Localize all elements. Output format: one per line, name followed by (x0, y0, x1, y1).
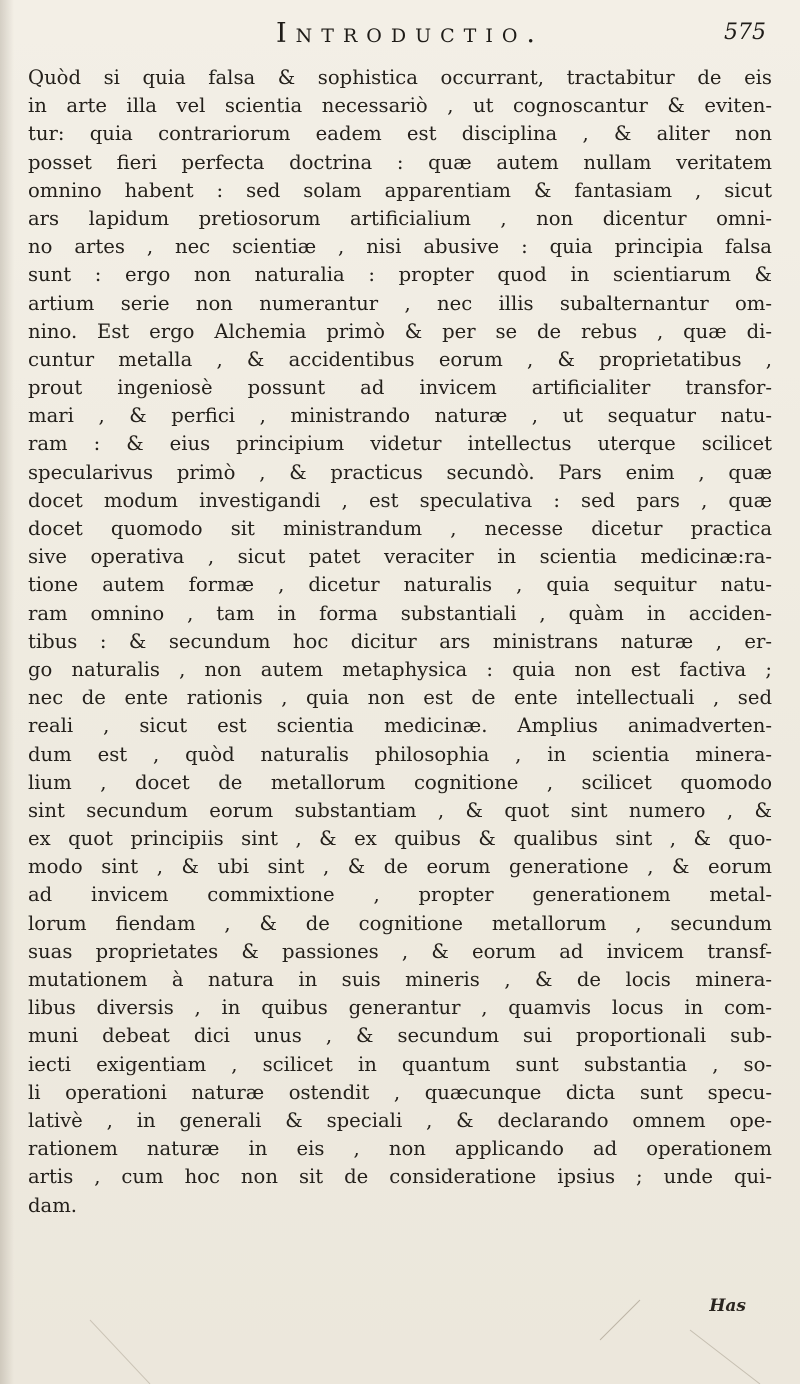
text-line: libus diversis , in quibus generantur , quamvis locus in com- (28, 996, 772, 1020)
text-line: no artes , nec scientiæ , nisi abusive : quia principia falsa (28, 235, 772, 259)
text-line: mari , & perfici , ministrando naturæ , ut sequatur natu- (28, 404, 772, 428)
text-line: docet quomodo sit ministrandum , necesse dicetur practica (28, 517, 772, 540)
text-line: sive operativa , sicut patet veraciter in scientia medicinæ:ra- (28, 545, 772, 569)
text-line: in arte illa vel scientia necessariò , ut cognoscantur & eviten- (28, 94, 772, 118)
text-line: li operationi naturæ ostendit , quæcunque dicta sunt specu- (28, 1080, 772, 1104)
text-line: omnino habent : sed solam apparentiam & fantasiam , sicut (28, 178, 772, 202)
text-line: go naturalis , non autem metaphysica : quia non est factiva ; (28, 657, 772, 681)
text-line: suas proprietates & passiones , & eorum ad invicem transf- (28, 939, 772, 963)
paper-crease-mark (600, 1300, 640, 1340)
text-line: mutationem à natura in suis mineris , & de locis minera- (28, 968, 772, 991)
text-line: ram omnino , tam in forma substantiali , quàm in acciden- (28, 601, 772, 625)
text-line: lativè , in generali & speciali , & declarando omnem ope- (28, 1108, 772, 1132)
page-number: 575 (724, 20, 766, 45)
paper-crease-mark (690, 1330, 760, 1384)
text-line: muni debeat dici unus , & secundum sui proportionali sub- (28, 1024, 772, 1048)
text-line: tione autem formæ , dicetur naturalis , quia sequitur natu- (28, 573, 772, 597)
text-line: sint secundum eorum substantiam , & quot sint numero , & (28, 798, 772, 822)
text-line: ram : & eius principium videtur intellectus uterque scilicet (28, 432, 772, 456)
running-title: Introductio. (276, 18, 544, 49)
text-line: artium serie non numerantur , nec illis subalternantur om- (28, 291, 772, 315)
paper-crease-mark (90, 1320, 150, 1384)
text-line: dam. (28, 1193, 78, 1217)
text-line: ad invicem commixtione , propter generationem metal- (28, 883, 772, 907)
text-line: sunt : ergo non naturalia : propter quod in scientiarum & (28, 263, 772, 287)
text-line: reali , sicut est scientia medicinæ. Amplius animadverten- (28, 714, 772, 738)
text-line: tur: quia contrariorum eadem est disciplina , & aliter non (28, 122, 772, 146)
text-line: nino. Est ergo Alchemia primò & per se de rebus , quæ di- (28, 319, 772, 343)
text-line: ex quot principiis sint , & ex quibus & qualibus sint , & quo- (28, 827, 772, 851)
text-line: modo sint , & ubi sint , & de eorum generatione , & eorum (28, 855, 772, 879)
text-line: Quòd si quia falsa & sophistica occurrant, tractabitur de eis (28, 66, 772, 89)
text-line: docet modum investigandi , est speculativa : sed pars , quæ (28, 488, 772, 512)
text-line: dum est , quòd naturalis philosophia , in scientia minera- (28, 742, 772, 766)
text-line: lorum fiendam , & de cognitione metallorum , secundum (28, 911, 772, 935)
text-line: prout ingeniosè possunt ad invicem artificialiter transfor- (28, 376, 772, 400)
text-line: rationem naturæ in eis , non applicando ad operationem (28, 1137, 772, 1161)
text-line: ars lapidum pretiosorum artificialium , non dicentur omni- (28, 206, 772, 230)
text-line: artis , cum hoc non sit de consideratione ipsius ; unde qui- (28, 1165, 772, 1189)
text-line: nec de ente rationis , quia non est de ente intellectuali , sed (28, 686, 772, 710)
text-line: tibus : & secundum hoc dicitur ars ministrans naturæ , er- (28, 629, 772, 653)
text-line: cuntur metalla , & accidentibus eorum , & proprietatibus , (28, 347, 772, 371)
text-line: posset fieri perfecta doctrina : quæ autem nullam veritatem (28, 150, 772, 174)
text-line: iecti exigentiam , scilicet in quantum sunt substantia , so- (28, 1052, 772, 1076)
text-line: lium , docet de metallorum cognitione , scilicet quomodo (28, 770, 772, 794)
catchword: Has (709, 1296, 746, 1316)
text-line: specularivus primò , & practicus secundò. Pars enim , quæ (28, 460, 772, 484)
